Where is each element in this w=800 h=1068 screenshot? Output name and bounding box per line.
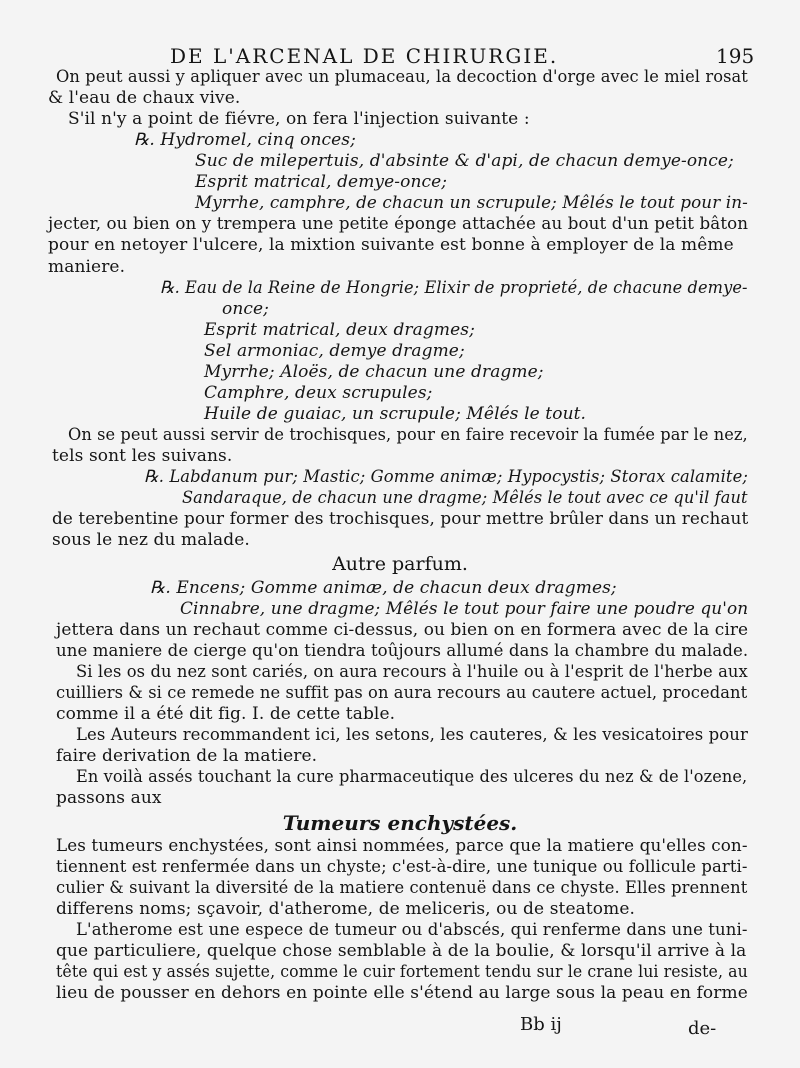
recipe-line: once; <box>222 299 269 319</box>
recipe-line: Cinnabre, une dragme; Mêlés le tout pour faire une poudre qu'on <box>180 599 749 619</box>
recipe-line: ℞. Encens; Gomme animæ, de chacun deux dragmes; <box>150 578 617 598</box>
text-line: jecter, ou bien on y trempera une petite éponge attachée au bout d'un petit bâton <box>48 214 749 234</box>
recipe-line: Huile de guaiac, un scrupule; Mêlés le tout. <box>204 404 587 424</box>
text-line: culier & suivant la diversité de la matiere contenuë dans ce chyste. Elles prennent <box>56 878 748 898</box>
catchword: de- <box>688 1018 717 1039</box>
text-line: une maniere de cierge qu'on tiendra toûjours allumé dans la chambre du malade. <box>56 641 749 661</box>
running-header: DE L'ARCENAL DE CHIRURGIE. <box>170 44 559 68</box>
text-line: & l'eau de chaux vive. <box>48 88 241 108</box>
text-line: jettera dans un rechaut comme ci-dessus, ou bien on en formera avec de la cire <box>56 620 749 640</box>
recipe-line: Esprit matrical, deux dragmes; <box>204 320 475 340</box>
recipe-line: Myrrhe, camphre, de chacun un scrupule; Mêlés le tout pour in- <box>195 193 748 213</box>
recipe-line: Sel armoniac, demye dragme; <box>204 341 465 361</box>
text-line: On peut aussi y apliquer avec un plumaceau, la decoction d'orge avec le miel rosat <box>56 67 748 87</box>
text-line: On se peut aussi servir de trochisques, pour en faire recevoir la fumée par le nez, <box>68 425 748 445</box>
text-line: faire derivation de la matiere. <box>56 746 318 766</box>
text-line: En voilà assés touchant la cure pharmaceutique des ulceres du nez & de l'ozene, <box>76 767 748 787</box>
recipe-line: ℞. Hydromel, cinq onces; <box>134 130 356 150</box>
text-line: S'il n'y a point de fiévre, on fera l'injection suivante : <box>68 109 530 129</box>
text-line: que particuliere, quelque chose semblable à de la boulie, & lorsqu'il arrive à la <box>56 941 747 961</box>
text-line: comme il a été dit fig. I. de cette table. <box>56 704 396 724</box>
text-line: tels sont les suivans. <box>52 446 233 466</box>
text-line: de terebentine pour former des trochisques, pour mettre brûler dans un rechaut <box>52 509 749 529</box>
recipe-line: Camphre, deux scrupules; <box>204 383 433 403</box>
text-line: pour en netoyer l'ulcere, la mixtion suivante est bonne à employer de la même <box>48 235 734 255</box>
text-line: Les tumeurs enchystées, sont ainsi nommées, parce que la matiere qu'elles con- <box>56 836 748 856</box>
recipe-line: ℞. Eau de la Reine de Hongrie; Elixir de proprieté, de chacune demye- <box>160 278 748 298</box>
recipe-line: ℞. Labdanum pur; Mastic; Gomme animæ; Hypocystis; Storax calamite; <box>144 467 748 487</box>
signature-mark: Bb ij <box>520 1014 562 1035</box>
text-line: Si les os du nez sont cariés, on aura recours à l'huile ou à l'esprit de l'herbe aux <box>76 662 748 682</box>
text-line: lieu de pousser en dehors en pointe elle s'étend au large sous la peau en forme <box>56 983 748 1003</box>
text-line: cuilliers & si ce remede ne suffit pas on aura recours au cautere actuel, procedant <box>56 683 748 703</box>
text-line: tiennent est renfermée dans un chyste; c'est-à-dire, une tunique ou follicule parti- <box>56 857 748 877</box>
text-line: tête qui est y assés sujette, comme le cuir fortement tendu sur le crane lui resiste, au <box>56 962 748 982</box>
text-line: passons aux <box>56 788 162 808</box>
text-line: maniere. <box>48 257 126 277</box>
recipe-line: Esprit matrical, demye-once; <box>195 172 448 192</box>
text-line: Les Auteurs recommandent ici, les setons, les cauteres, & les vesicatoires pour <box>76 725 748 745</box>
text-line: differens noms; sçavoir, d'atherome, de meliceris, ou de steatome. <box>56 899 636 919</box>
recipe-line: Myrrhe; Aloës, de chacun une dragme; <box>204 362 544 382</box>
recipe-line: Suc de milepertuis, d'absinte & d'api, de chacun demye-once; <box>195 151 734 171</box>
recipe-line: Sandaraque, de chacun une dragme; Mêlés le tout avec ce qu'il faut <box>182 488 748 508</box>
page-number: 195 <box>716 44 755 68</box>
section-heading: Tumeurs enchystées. <box>282 811 518 835</box>
text-line: sous le nez du malade. <box>52 530 250 550</box>
text-line: L'atherome est une espece de tumeur ou d'abscés, qui renferme dans une tuni- <box>76 920 748 940</box>
section-heading: Autre parfum. <box>332 553 468 575</box>
